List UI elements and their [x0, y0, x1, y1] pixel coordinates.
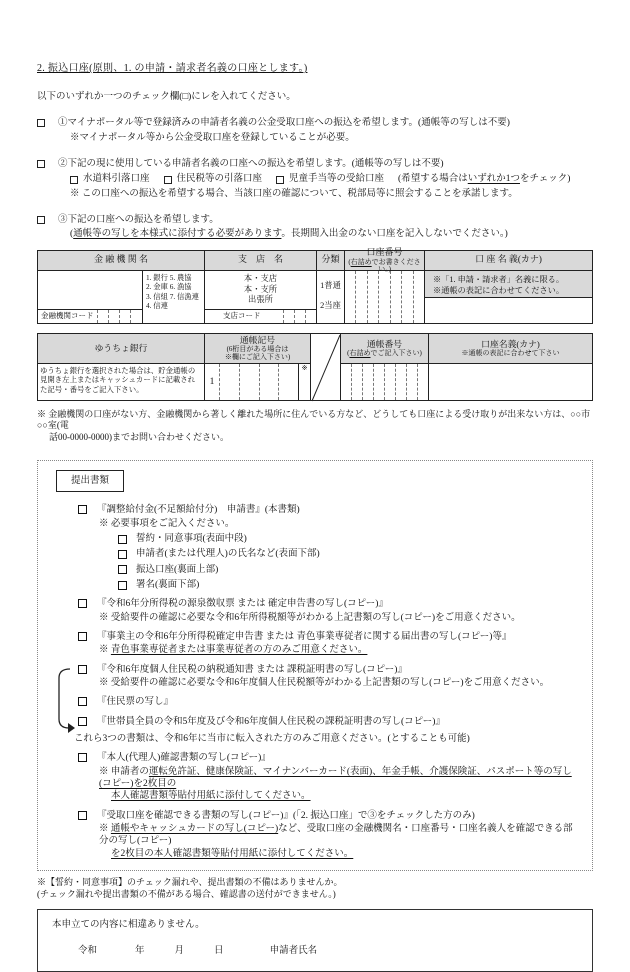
doc-item-3-note	[99, 644, 582, 656]
account-holder-field[interactable]	[425, 298, 592, 323]
option-3-note-rest: 。長期間入出金のない口座を記入しないでください。)	[281, 229, 508, 240]
pledge-section-checkbox[interactable]	[118, 535, 127, 544]
yucho-holder-column	[428, 334, 592, 400]
doc-item-account-proof	[78, 810, 582, 860]
account-holder-header: 口 座 名 義(カナ)	[425, 251, 592, 271]
num-note-underlined: 右詰め	[349, 349, 371, 358]
doc-item-8-note-pre: ※	[99, 824, 111, 835]
branch-opt-1: 本・支店	[243, 274, 278, 284]
date-signature-line	[78, 945, 580, 957]
branch-opt-2: 本・支所	[243, 284, 278, 294]
water-bill-account-checkbox[interactable]	[70, 176, 78, 184]
no-account-contact-note	[37, 409, 593, 444]
account-number-column	[344, 247, 424, 323]
transfer-in-documents-group	[74, 664, 582, 746]
passbook-symbol-cells[interactable]	[205, 364, 310, 400]
doc-item-household-tax-certs	[78, 716, 582, 728]
yucho-holder-header	[429, 334, 592, 364]
yucho-header: ゆうちょ銀行	[38, 334, 204, 364]
passbook-number-header	[341, 334, 428, 364]
doc-item-7-checkbox[interactable]	[78, 753, 87, 762]
num-note-post: でご記入下さい)	[370, 349, 422, 358]
doc-item-application-form	[78, 504, 582, 591]
day-label: 日	[214, 945, 224, 956]
doc-item-business-return	[78, 631, 582, 657]
accno-note-post: でお書きください。)	[371, 257, 421, 274]
branch-column	[204, 251, 316, 323]
three-documents-note: これら3つの書類は、令和6年に当市に転入された方のみご用意ください。(とすることも可能)	[74, 733, 470, 744]
subcheck-hint-underlined: いずれか1つ	[467, 174, 520, 185]
passbook-symbol-column	[204, 334, 310, 400]
year-label: 年	[135, 945, 145, 956]
doc-item-2-checkbox[interactable]	[78, 599, 87, 608]
doc-item-identity-documents	[78, 752, 582, 802]
yucho-description: ゆうちょ銀行を選択された場合は、貯金通帳の見開き左上またはキャッシュカードに記載された記号・番号をご記入下さい。	[40, 365, 196, 394]
month-label: 月	[174, 945, 185, 956]
diagonal-slash-icon	[311, 334, 341, 402]
doc-item-4-checkbox[interactable]	[78, 665, 87, 674]
subcheck-hint-post: をチェック)	[519, 174, 571, 185]
yucho-column	[38, 334, 204, 400]
doc-item-2-note: ※ 受給要件の確認に必要な令和6年所得税額等がわかる上記書類の写し(コピー)をご用意ください。	[99, 612, 521, 623]
yucho-holder-note: ※通帳の表記に合わせて下さい	[461, 349, 560, 358]
option-3-note	[70, 228, 593, 240]
passbook-number-column	[340, 334, 428, 400]
doc-item-7-note	[99, 766, 582, 803]
option-1-checkbox[interactable]	[37, 119, 45, 127]
declaration-text: 本申立ての内容に相違ありません。	[52, 920, 205, 931]
option-3-note-underlined: 通帳等の写しを本様式に添付する必要があります	[73, 229, 282, 240]
option-1-label: ①マイナポータル等で登録済みの申請者名義の公金受取口座への振込を希望します。(通帳等の写しは不要)	[58, 118, 510, 129]
option-2-checkbox[interactable]	[37, 160, 45, 168]
institution-header: 金 融 機 関 名	[38, 251, 204, 271]
account-type-ordinary[interactable]: 1普通	[320, 281, 341, 291]
account-type-current[interactable]: 2当座	[320, 301, 341, 311]
bank-account-table	[37, 247, 593, 324]
pledge-section-label: 誓約・同意事項(表面中段)	[136, 533, 247, 544]
account-type-column	[316, 251, 344, 323]
option-3	[37, 214, 593, 241]
doc-item-tax-notice	[78, 664, 582, 690]
option-1	[37, 117, 593, 144]
inst-opt-3: 3. 信組 7. 信漁連	[146, 291, 199, 301]
holder-note-1: ※「1. 申請・請求者」名義に限る。	[433, 274, 565, 284]
signature-section-label: 署名(裏面下部)	[136, 579, 200, 590]
institution-code-cells[interactable]	[97, 310, 141, 323]
doc-item-4-label: 『令和6年度個人住民税の納税通知書 または 課税証明書の写し(コピー)』	[97, 664, 407, 675]
option-2-subchecks	[70, 173, 593, 185]
separator-cell	[310, 334, 340, 400]
symbol-fixed-digit: 1	[209, 376, 215, 387]
institution-code-label: 金融機関コード	[41, 311, 94, 321]
doc-item-5-checkbox[interactable]	[78, 697, 87, 706]
account-holder-column	[424, 251, 592, 323]
water-bill-account-label: 水道料引落口座	[83, 174, 150, 185]
account-number-header	[345, 247, 424, 274]
doc-item-residence-record	[78, 696, 582, 708]
passbook-symbol-note-2: ※欄にご記入下さい)	[224, 352, 291, 361]
check-instruction: 以下のいずれか一つのチェック欄(□)にレを入れてください。	[37, 92, 296, 102]
doc-item-7-note-underlined-2: 本人確認書類等貼付用紙に添付してください。	[111, 791, 311, 802]
branch-code-label: 支店コード	[223, 311, 261, 321]
doc-item-1-note: ※ 必要事項をご記入ください。	[99, 518, 235, 529]
branch-type-options	[205, 271, 316, 309]
passbook-number-title: 通帳番号	[366, 338, 403, 349]
doc-item-8-checkbox[interactable]	[78, 811, 87, 820]
transfer-account-section-checkbox[interactable]	[118, 565, 127, 574]
doc-item-3-checkbox[interactable]	[78, 632, 87, 641]
accno-note-underlined: 右詰め	[350, 257, 372, 266]
institution-column	[38, 251, 204, 323]
passbook-symbol-title: 通帳記号	[239, 334, 276, 345]
yucho-bank-table	[37, 333, 593, 401]
doc-item-4-note: ※ 受給要件の確認に必要な令和6年度個人住民税額等がわかる上記書類の写し(コピー)をご用意ください。	[99, 677, 550, 688]
account-number-cells[interactable]	[345, 271, 424, 323]
accno-note-pre: (	[348, 257, 351, 266]
signature-section-checkbox[interactable]	[118, 581, 127, 590]
section-title	[37, 62, 593, 75]
transfer-account-section-label: 振込口座(裏面上部)	[136, 564, 219, 575]
declaration-box	[37, 909, 593, 972]
contact-note-line-1: ※ 金融機関の口座がない方、金融機関から著しく離れた場所に住んでいる方など、どうしても口座による受け取りが出来ない方は、○○市○○室(電	[37, 408, 591, 431]
doc-item-7-note-pre: ※ 申請者の	[99, 766, 149, 777]
doc-item-3-note-pre: ※	[99, 645, 111, 656]
final-check-note-line-2: (チェック漏れや提出書類の不備がある場合、確認書の送付ができません。)	[37, 888, 336, 899]
applicant-name-section-checkbox[interactable]	[118, 550, 127, 559]
option-3-checkbox[interactable]	[37, 216, 45, 224]
resident-tax-account-label: 住民税等の引落口座	[176, 174, 263, 185]
required-documents-box	[37, 460, 593, 871]
account-number-title: 口座番号	[366, 247, 403, 258]
passbook-symbol-note-1: (6桁目がある場合は	[226, 345, 289, 354]
option-2-note: ※ この口座への振込を希望する場合、当該口座の確認について、税部局等に照会することを承諾します。	[70, 188, 518, 199]
final-check-note-line-1: ※【誓約・同意事項】のチェック漏れや、提出書類の不備はありませんか。	[37, 877, 343, 888]
applicant-name-label: 申請者氏名	[269, 945, 318, 956]
option-1-note: ※マイナポータル等から公金受取口座を登録していることが必要。	[70, 132, 355, 143]
doc-item-8-label: 『受取口座を確認できる書類の写し(コピー)』(「2. 振込口座」で③をチェックした方のみ)	[97, 810, 475, 821]
branch-code-cells[interactable]	[283, 310, 316, 323]
contact-note-line-2: 話00-0000-0000)までお問い合わせください。	[49, 432, 229, 443]
doc-item-8-note-underlined-1: 通帳やキャッシュカードの写し(コピー)	[110, 824, 279, 835]
option-2-label: ②下記の現に使用している申請者名義の口座への振込を希望します。(通帳等の写しは不要)	[58, 159, 444, 170]
option-2	[37, 158, 593, 200]
doc-item-8-note-underlined-2: を2枚目の本人確認書類等貼付用紙に添付してください。	[111, 848, 354, 859]
section-title-text: 2. 振込口座(原則、1. の申請・請求者名義の口座とします。)	[37, 63, 308, 74]
doc-item-3-note-underlined: 青色事業専従者または事業専従者の方のみご用意ください。	[110, 645, 368, 656]
doc-item-withholding-slip	[78, 598, 582, 624]
option-3-label: ③下記の口座への振込を希望します。	[58, 215, 219, 226]
child-allowance-account-checkbox[interactable]	[276, 176, 284, 184]
subcheck-hint-pre: (希望する場合は	[398, 174, 468, 185]
doc-item-2-label: 『令和6年分所得税の源泉徴収票 または 確定申告書の写し(コピー)』	[97, 599, 388, 610]
yucho-holder-field[interactable]	[429, 364, 592, 400]
doc-item-8-note	[99, 823, 582, 860]
inst-opt-4: 4. 信連	[146, 301, 168, 311]
branch-header: 支 店 名	[205, 251, 316, 271]
doc-item-1-label: 『調整給付金(不足額給付分) 申請書』(本書類)	[97, 505, 300, 516]
yucho-holder-title: 口座名義(カナ)	[481, 338, 540, 349]
doc-item-7-note-underlined-1: 運転免許証、健康保険証、マイナンバーカード(表面)、年金手帳、介護保険証、パスポート等の写し(コピー)を2枚目の	[99, 766, 572, 789]
documents-box-label: 提出書類	[56, 470, 124, 492]
child-allowance-account-label: 児童手当等の受給口座	[289, 174, 385, 185]
subcheck-hint	[398, 173, 570, 185]
doc-item-3-label: 『事業主の令和6年分所得税確定申告書 または 青色事業専従者に関する届出書の写し(コピー)等』	[97, 631, 512, 642]
passbook-number-cells[interactable]	[341, 364, 428, 400]
resident-tax-account-checkbox[interactable]	[164, 176, 172, 184]
final-check-note	[37, 877, 593, 900]
era-label: 令和	[78, 945, 98, 956]
passbook-number-note	[341, 350, 428, 358]
holder-note-2: ※通帳の表記に合わせてください。	[433, 285, 565, 295]
symbol-sixth-digit-cell[interactable]: ※	[298, 364, 310, 400]
institution-type-options	[142, 271, 204, 323]
num-note-pre: (	[347, 349, 350, 358]
account-type-header: 分類	[317, 251, 344, 271]
institution-name-field[interactable]	[38, 271, 142, 309]
group-bracket-arrow-icon	[56, 668, 76, 734]
doc-item-7-label: 『本人(代理人)確認書類の写し(コピー)』	[97, 753, 271, 764]
inst-opt-2: 2. 金庫 6. 漁協	[146, 282, 192, 292]
doc-item-5-label: 『住民票の写し』	[97, 697, 174, 708]
doc-item-6-checkbox[interactable]	[78, 717, 87, 726]
account-holder-notes	[425, 271, 592, 298]
doc-item-8-note-mid: など、受取口座の金融機関名・口座番号・口座名義人を確認できる部分の写し(コピー)	[99, 824, 573, 847]
doc-item-1-checkbox[interactable]	[78, 505, 87, 514]
inst-opt-1: 1. 銀行 5. 農協	[146, 272, 192, 282]
doc-item-6-label: 『世帯員全員の令和5年度及び令和6年度個人住民税の課税証明書の写し(コピー)』	[97, 716, 445, 727]
option-3-note-pre: (	[70, 229, 74, 240]
passbook-symbol-header	[205, 334, 310, 364]
branch-opt-3: 出張所	[248, 294, 273, 304]
applicant-name-section-label: 申請者(または代理人)の氏名など(表面下部)	[136, 549, 320, 560]
